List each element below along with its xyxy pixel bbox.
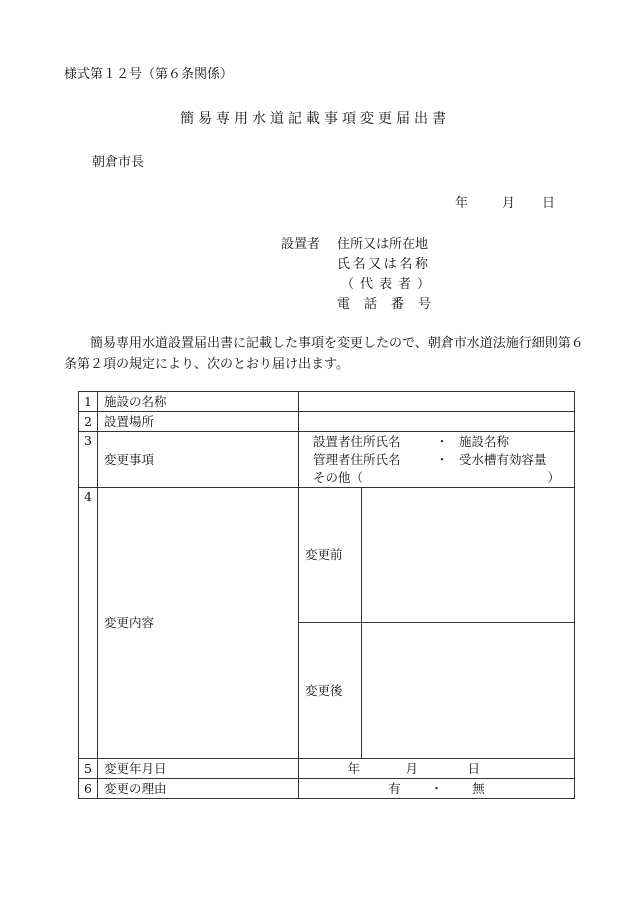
option-manager-address[interactable]: 管理者住所氏名 bbox=[313, 451, 401, 467]
document-title: 簡易専用水道記載事項変更届出書 bbox=[180, 111, 450, 127]
option-tank-capacity[interactable]: 受水槽有効容量 bbox=[459, 451, 547, 467]
option-other[interactable]: その他（ bbox=[313, 469, 364, 485]
change-date-month: 月 bbox=[405, 760, 418, 776]
change-date-day: 日 bbox=[467, 760, 480, 776]
date-month: 月 bbox=[502, 196, 516, 211]
reason-field bbox=[299, 779, 575, 799]
change-date-field[interactable] bbox=[299, 759, 575, 779]
row-number: 5 bbox=[79, 759, 98, 779]
table-row bbox=[79, 412, 575, 432]
reason-no[interactable]: 無 bbox=[472, 780, 485, 796]
form-table bbox=[78, 391, 575, 799]
reason-separator: ・ bbox=[430, 780, 443, 796]
table-row bbox=[79, 432, 575, 488]
addressee: 朝倉市長 bbox=[92, 155, 145, 170]
applicant-name-label: 氏名又は名称 bbox=[337, 257, 431, 272]
table-row bbox=[79, 759, 575, 779]
row-number: 1 bbox=[79, 392, 98, 412]
row-label: 変更年月日 bbox=[98, 759, 299, 779]
row-number: 3 bbox=[79, 432, 98, 488]
table-row bbox=[79, 779, 575, 799]
option-separator: ・ bbox=[435, 451, 449, 467]
body-paragraph: 簡易専用水道設置届出書に記載した事項を変更したので、朝倉市水道法施行細則第６条第２項の規定により、次のとおり届け出ます。 bbox=[64, 336, 584, 372]
option-installer-address[interactable]: 設置者住所氏名 bbox=[313, 433, 401, 449]
option-separator: ・ bbox=[435, 433, 449, 449]
applicant-phone-label: 電話番号 bbox=[337, 297, 446, 312]
row-number: 6 bbox=[79, 779, 98, 799]
table-row bbox=[79, 392, 575, 412]
facility-name-field[interactable] bbox=[299, 392, 575, 412]
row-label: 施設の名称 bbox=[98, 392, 299, 412]
form-number: 様式第１２号（第６条関係） bbox=[64, 67, 234, 82]
row-label: 変更事項 bbox=[98, 432, 299, 488]
row-label: 変更の理由 bbox=[98, 779, 299, 799]
before-content-field[interactable] bbox=[362, 488, 575, 623]
change-items-cell bbox=[299, 432, 575, 488]
change-date-year: 年 bbox=[347, 760, 360, 776]
location-field[interactable] bbox=[299, 412, 575, 432]
reason-yes[interactable]: 有 bbox=[388, 780, 401, 796]
option-other-close: ） bbox=[547, 469, 560, 485]
row-label: 設置場所 bbox=[98, 412, 299, 432]
applicant-representative-label: （代表者） bbox=[341, 277, 437, 292]
row-label: 変更内容 bbox=[98, 488, 299, 759]
row-number: 4 bbox=[79, 488, 98, 759]
before-label: 変更前 bbox=[299, 488, 362, 623]
after-content-field[interactable] bbox=[362, 623, 575, 759]
date-day: 日 bbox=[542, 196, 556, 211]
option-facility-name[interactable]: 施設名称 bbox=[459, 433, 510, 449]
applicant-address-label: 住所又は所在地 bbox=[337, 237, 429, 252]
applicant-role: 設置者 bbox=[281, 237, 321, 252]
body-text bbox=[64, 333, 584, 375]
row-number: 2 bbox=[79, 412, 98, 432]
table-row bbox=[79, 488, 575, 623]
date-year: 年 bbox=[455, 196, 469, 211]
after-label: 変更後 bbox=[299, 623, 362, 759]
